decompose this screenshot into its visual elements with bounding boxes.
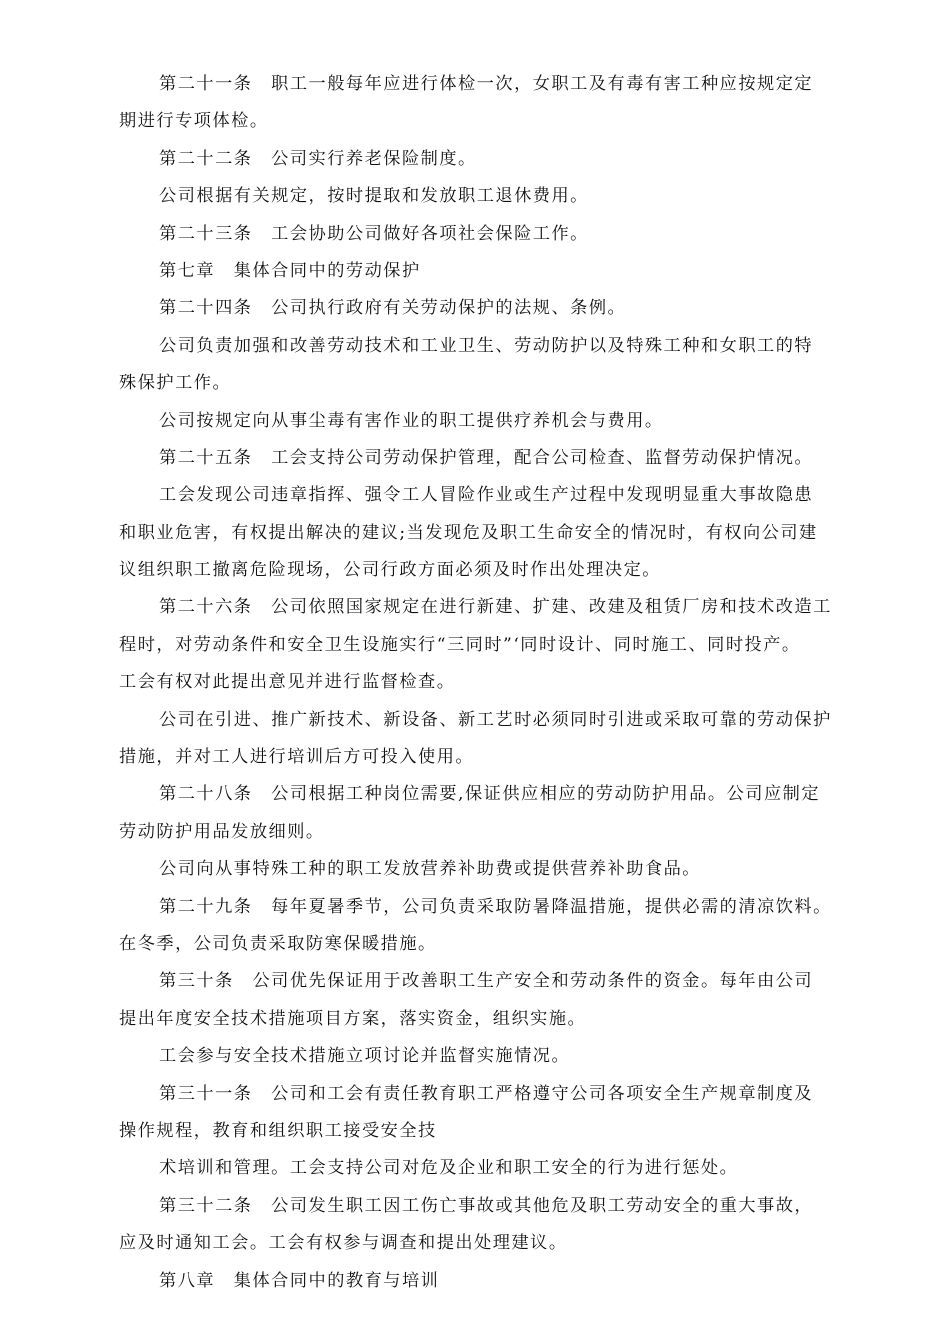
article-32-line-1: 第三十二条 公司发生职工因工伤亡事故或其他危及职工劳动安全的重大事故， (159, 1195, 814, 1216)
article-25-paragraph-line-3: 议组织职工撤离危险现场，公司行政方面必须及时作出处理决定。 (119, 560, 661, 581)
article-30-paragraph: 工会参与安全技术措施立项讨论并监督实施情况。 (159, 1046, 571, 1067)
article-31-line-3: 术培训和管理。工会支持公司对危及企业和职工安全的行为进行惩处。 (159, 1158, 739, 1179)
article-26-line-2: 程时，对劳动条件和安全卫生设施实行“三同时”‘同时设计、同时施工、同时投产。 (119, 634, 801, 655)
article-28-line-1: 第二十八条 公司根据工种岗位需要,保证供应相应的劳动防护用品。公司应制定 (159, 784, 821, 805)
document-body (119, 66, 833, 1300)
article-28-line-2: 劳动防护用品发放细则。 (119, 821, 325, 842)
article-29-line-2: 在冬季，公司负责采取防寒保暖措施。 (119, 933, 437, 954)
article-24-paragraph-1-line-2: 殊保护工作。 (119, 373, 232, 394)
article-31-line-1: 第三十一条 公司和工会有责任教育职工严格遵守公司各项安全生产规章制度及 (159, 1083, 814, 1104)
article-21-line-1: 第二十一条 职工一般每年应进行体检一次，女职工及有毒有害工种应按规定定 (159, 74, 814, 94)
article-25-paragraph-line-2: 和职业危害，有权提出解决的建议;当发现危及职工生命安全的情况时，有权向公司建 (119, 522, 818, 543)
article-28-paragraph: 公司向从事特殊工种的职工发放营养补助费或提供营养补助食品。 (159, 859, 701, 880)
article-23: 第二十三条 工会协助公司做好各项社会保险工作。 (159, 223, 589, 244)
article-24-paragraph-2: 公司按规定向从事尘毒有害作业的职工提供疗养机会与费用。 (159, 410, 664, 431)
article-24-paragraph-1-line-1: 公司负责加强和改善劳动技术和工业卫生、劳动防护以及特殊工种和女职工的特 (159, 335, 814, 356)
article-25-paragraph-line-1: 工会发现公司违章指挥、强令工人冒险作业或生产过程中发现明显重大事故隐患 (159, 485, 814, 506)
article-26-line-3: 工会有权对此提出意见并进行监督检查。 (119, 672, 456, 693)
chapter-7-heading: 第七章 集体合同中的劳动保护 (159, 260, 421, 281)
article-30-line-1: 第三十条 公司优先保证用于改善职工生产安全和劳动条件的资金。每年由公司 (159, 971, 814, 992)
article-30-line-2: 提出年度安全技术措施项目方案，落实资金，组织实施。 (119, 1008, 587, 1029)
article-22-paragraph: 公司根据有关规定，按时提取和发放职工退休费用。 (159, 186, 589, 207)
article-32-line-2: 应及时通知工会。工会有权参与调查和提出处理建议。 (119, 1233, 568, 1254)
chapter-8-heading: 第八章 集体合同中的教育与培训 (159, 1270, 440, 1291)
article-26-paragraph-line-1: 公司在引进、推广新技术、新设备、新工艺时必须同时引进或采取可靠的劳动保护 (159, 709, 832, 730)
article-21-line-2: 期进行专项体检。 (119, 111, 269, 132)
article-29-line-1: 第二十九条 每年夏暑季节，公司负责采取防暑降温措施，提供必需的清凉饮料。 (159, 896, 832, 917)
article-31-line-2: 操作规程，教育和组织职工接受安全技 (119, 1120, 437, 1141)
article-26-paragraph-line-2: 措施，并对工人进行培训后方可投入使用。 (119, 747, 475, 768)
article-24: 第二十四条 公司执行政府有关劳动保护的法规、条例。 (159, 298, 627, 319)
article-25: 第二十五条 工会支持公司劳动保护管理，配合公司检查、监督劳动保护情况。 (159, 447, 814, 468)
article-22: 第二十二条 公司实行养老保险制度。 (159, 148, 477, 169)
article-26-line-1: 第二十六条 公司依照国家规定在进行新建、扩建、改建及租赁厂房和技术改造工 (159, 597, 832, 618)
